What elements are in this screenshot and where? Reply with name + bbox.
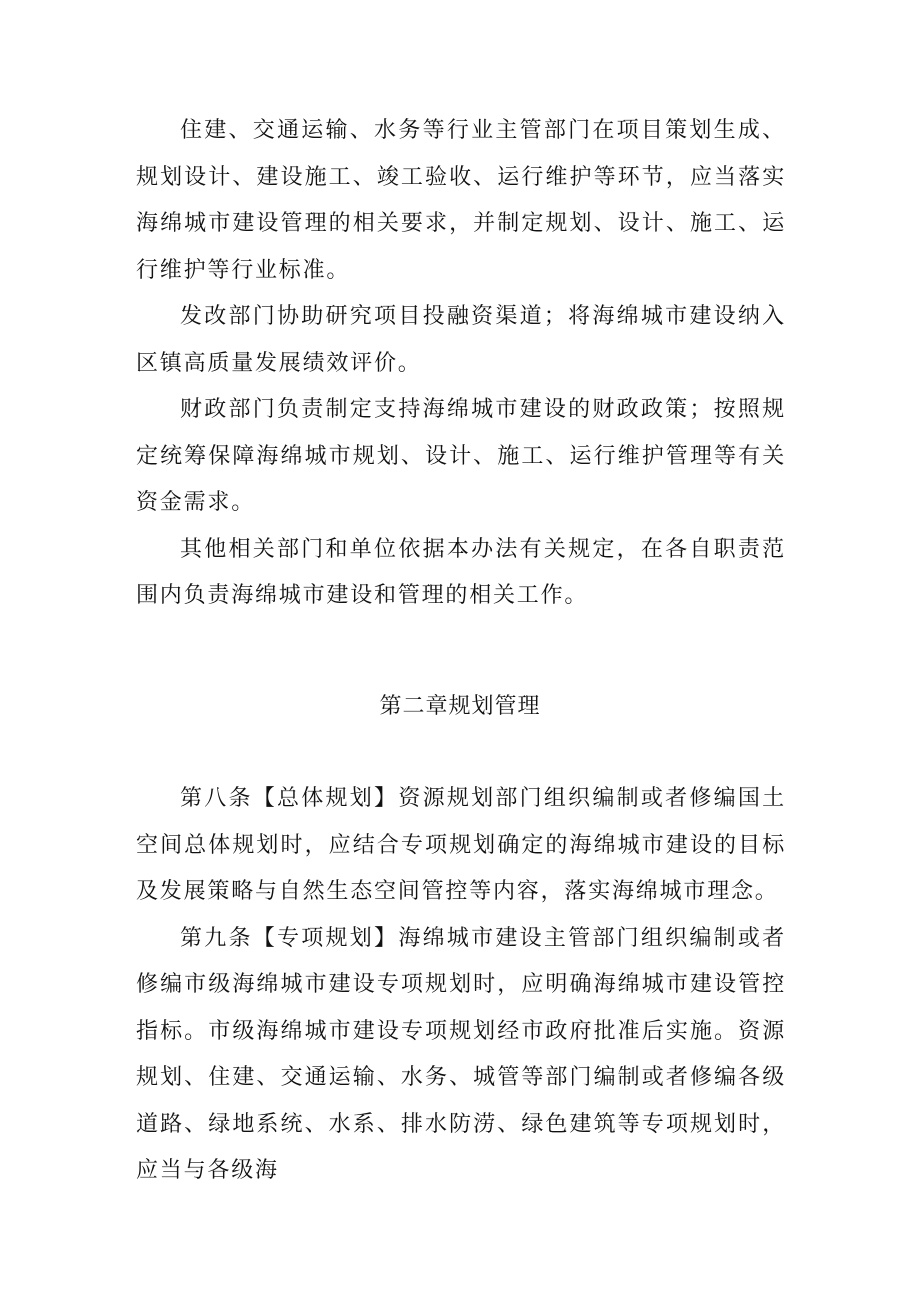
article-8-overall-planning: 第八条【总体规划】资源规划部门组织编制或者修编国土空间总体规划时，应结合专项规划确定的海绵城市建设的目标及发展策略与自然生态空间管控等内容，落实海绵城市理念。 — [136, 786, 786, 904]
planning-articles-section — [136, 776, 786, 1195]
paragraph-development-reform: 发改部门协助研究项目投融资渠道；将海绵城市建设纳入区镇高质量发展绩效评价。 — [136, 304, 786, 376]
paragraph-finance: 财政部门负责制定支持海绵城市建设的财政政策；按照规定统筹保障海绵城市规划、设计、施工、运行维护管理等有关资金需求。 — [136, 397, 786, 515]
chapter-title: 第二章规划管理 — [379, 694, 541, 719]
article-9-special-planning: 第九条【专项规划】海绵城市建设主管部门组织编制或者修编市级海绵城市建设专项规划时，应明确海绵城市建设管控指标。市级海绵城市建设专项规划经市政府批准后实施。资源规划、住建、交通运输、水务、城管等部门编制或者修编各级道路、绿地系统、水系、排水防涝、绿色建筑等专项规划时，应当与各级海 — [136, 925, 786, 1183]
responsibilities-section — [136, 108, 786, 620]
paragraph-other-departments: 其他相关部门和单位依据本办法有关规定，在各自职责范围内负责海绵城市建设和管理的相关工作。 — [136, 536, 786, 608]
paragraph-housing-transport-water: 住建、交通运输、水务等行业主管部门在项目策划生成、规划设计、建设施工、竣工验收、运行维护等环节，应当落实海绵城市建设管理的相关要求，并制定规划、设计、施工、运行维护等行业标准。 — [136, 118, 786, 283]
